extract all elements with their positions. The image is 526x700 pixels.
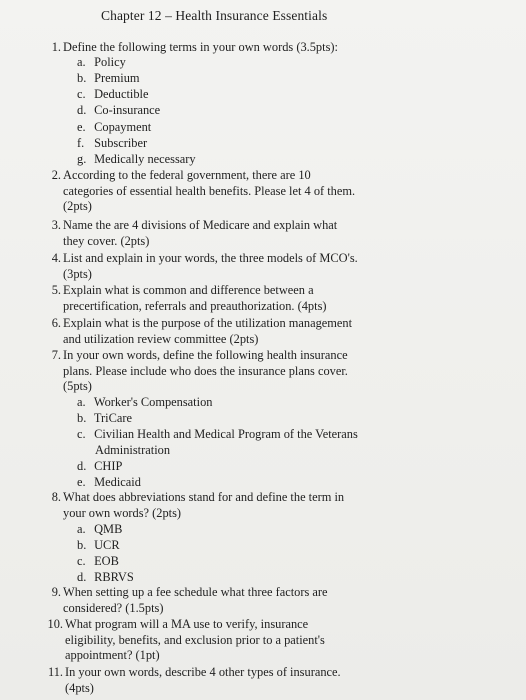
question-8: 8. What does abbreviations stand for and define the term in your own words? (2pts) [51,490,345,520]
question-5: 5. Explain what is common and difference between a precertification, referrals and preauthorization. (4pts) [51,283,327,313]
q1-item-b: b. Premium [77,71,140,85]
question-4: 4. List and explain in your words, the three models of MCO's. (3pts) [51,251,358,281]
q7-item-e: e. Medicaid [77,475,141,489]
question-7: 7. In your own words, define the following health insurance plans. Please include who does the insurance plans cover. (5pts) [51,348,348,394]
q7-item-c: c. Civilian Health and Medical Program of the Veterans [77,427,358,441]
question-9: 9. When setting up a fee schedule what three factors are considered? (1.5pts) [51,585,328,615]
q1-item-g: g. Medically necessary [77,152,196,166]
q7-item-a: a. Worker's Compensation [77,395,213,409]
question-2: 2. According to the federal government, there are 10 categories of essential health benefits. Please let 4 of them. (2pts) [51,168,356,214]
q8-item-d: d. RBRVS [77,570,134,584]
q7-item-b: b. TriCare [77,411,132,425]
question-3: 3. Name the are 4 divisions of Medicare and explain what they cover. (2pts) [51,218,338,248]
q1-item-a: a. Policy [77,55,126,69]
q1-item-c: c. Deductible [77,87,149,101]
question-1 [51,40,338,56]
question-text: Define the following terms in your own words (3.5pts): [63,40,338,54]
page-title: Chapter 12 – Health Insurance Essentials [101,8,328,23]
question-11: 11. In your own words, describe 4 other types of insurance. (4pts) [47,665,341,695]
question-number: 1. [51,40,61,54]
q1-item-f: f. Subscriber [77,136,148,150]
q1-item-e: e. Copayment [77,120,152,134]
question-10: 10. What program will a MA use to verify, insurance eligibility, benefits, and exclusion prior to a patient's appointment? (1pt) [47,617,325,663]
q7-item-d: d. CHIP [77,459,123,473]
q8-item-c: c. EOB [77,554,119,568]
q1-item-d: d. Co-insurance [77,103,161,117]
q8-item-b: b. UCR [77,538,120,552]
q7-item-c-cont: Administration [95,443,171,457]
q8-item-a: a. QMB [77,522,123,536]
question-6: 6. Explain what is the purpose of the utilization management and utilization review committee (2pts) [51,316,353,346]
